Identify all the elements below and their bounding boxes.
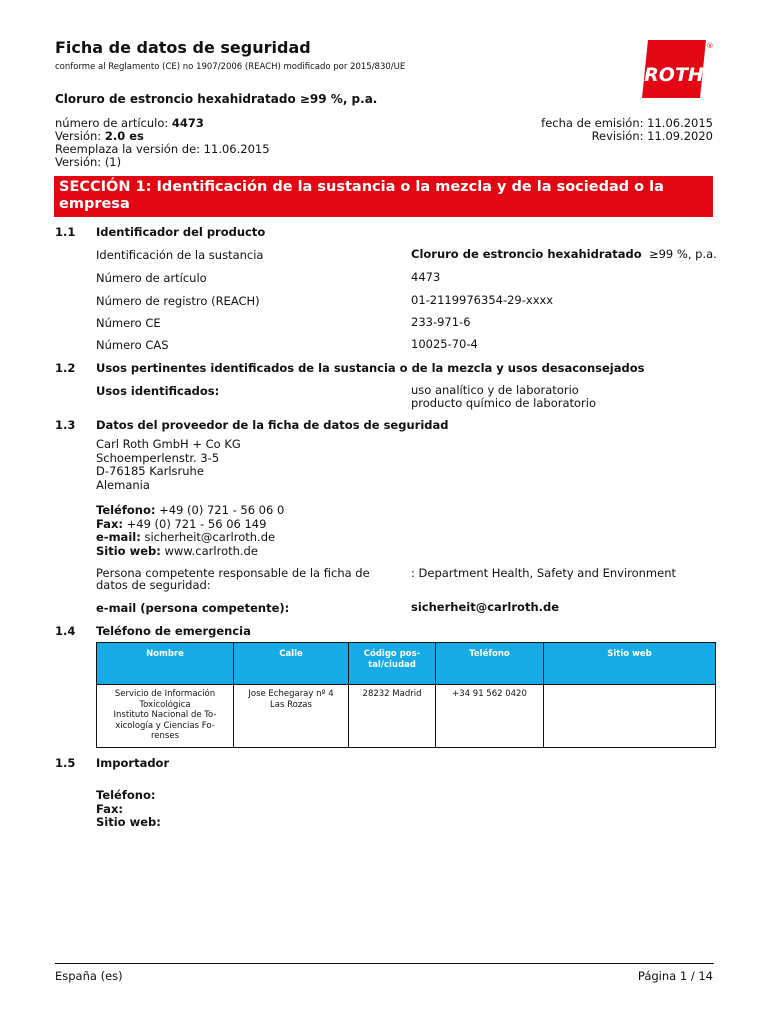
section-1-banner: SECCIÓN 1: Identificación de la sustancia o la mezcla y de la sociedad o la empresa: [54, 176, 713, 217]
competent-label-line1: Persona competente responsable de la ficha de: [96, 566, 370, 580]
importer-contacts: [96, 789, 161, 830]
substance-id-value: [411, 248, 717, 261]
col-header-website: Sitio web: [544, 643, 716, 685]
product-name: Cloruro de estroncio hexahidratado ≥99 %, p.a.: [55, 92, 378, 106]
version-label: Versión:: [55, 129, 105, 143]
version-paren: Versión: (1): [55, 155, 122, 169]
document-title: Ficha de datos de seguridad: [55, 38, 311, 57]
document-meta-right: [541, 117, 713, 143]
svg-text:®: ®: [706, 42, 713, 50]
revision-date: Revisión: 11.09.2020: [591, 129, 713, 143]
web-value[interactable]: www.carlroth.de: [160, 543, 258, 558]
cell-phone: +34 91 562 0420: [436, 685, 544, 748]
section-1-5-title: Importador: [96, 756, 170, 770]
version-value: 2.0 es: [104, 129, 144, 143]
cas-number-value: 10025-70-4: [411, 337, 478, 351]
section-1-5-number: 1.5: [55, 756, 76, 770]
regulation-subtitle: conforme al Reglamento (CE) no 1907/2006 (REACH) modificado por 2015/830/UE: [55, 62, 406, 72]
web-label: Sitio web:: [96, 543, 161, 558]
phone-label: Teléfono:: [96, 503, 156, 517]
identified-uses-value: [411, 384, 596, 409]
section-1-4-number: 1.4: [55, 624, 76, 638]
footer-divider: [55, 963, 714, 964]
svg-text:ROTH: ROTH: [644, 64, 704, 86]
cell-street: Jose Echegaray nº 4 Las Rozas: [234, 685, 349, 748]
section-1-2-title: Usos pertinentes identificados de la sustancia o de la mezcla y usos desaconsejados: [96, 361, 645, 375]
article-value: 4473: [171, 116, 204, 130]
cas-number-label: Número CAS: [96, 338, 169, 352]
replaces-version: Reemplaza la versión de: 11.06.2015: [55, 142, 270, 156]
emergency-table: [96, 642, 716, 748]
fax-label: Fax:: [96, 516, 123, 531]
article-label: número de artículo:: [55, 116, 172, 130]
reach-number-value: 01-2119976354-29-xxxx: [411, 293, 554, 307]
phone-value: +49 (0) 721 - 56 06 0: [155, 503, 285, 517]
fax-value: +49 (0) 721 - 56 06 149: [122, 516, 267, 531]
use-analytical: uso analítico y de laboratorio: [411, 383, 579, 397]
substance-id-label: Identificación de la sustancia: [96, 248, 264, 262]
roth-logo: [640, 40, 713, 98]
col-header-street: Calle: [234, 643, 349, 685]
email-value[interactable]: sicherheit@carlroth.de: [140, 530, 276, 544]
section-1-1-number: 1.1: [55, 225, 76, 239]
supplier-city: D-76185 Karlsruhe: [96, 464, 204, 478]
footer-page-number: Página 1 / 14: [637, 969, 713, 983]
document-meta-left: [55, 117, 270, 169]
col-header-phone: Teléfono: [436, 643, 544, 685]
section-1-3-title: Datos del proveedor de la ficha de datos de seguridad: [96, 418, 449, 432]
use-laboratory: producto químico de laboratorio: [411, 395, 597, 410]
importer-fax-label: Fax:: [96, 801, 123, 816]
identified-uses-label: Usos identificados:: [96, 384, 220, 398]
supplier-street: Schoemperlenstr. 3-5: [96, 450, 220, 465]
roth-logo-icon: [640, 40, 713, 98]
competent-person-value: : Department Health, Safety and Environment: [411, 566, 677, 580]
footer-country: España (es): [55, 969, 123, 983]
section-1-1-title: Identificador del producto: [96, 225, 266, 239]
supplier-country: Alemania: [96, 477, 150, 492]
section-1-2-number: 1.2: [55, 361, 76, 375]
supplier-company: Carl Roth GmbH + Co KG: [96, 437, 241, 451]
importer-phone-label: Teléfono:: [96, 788, 156, 802]
cell-postal: 28232 Madrid: [349, 685, 436, 748]
reach-number-label: Número de registro (REACH): [96, 294, 260, 308]
supplier-contacts: [96, 504, 284, 558]
cell-name: Servicio de Información Toxicológica Instituto Nacional de To- xicología y Ciencias Fo- renses: [97, 685, 234, 748]
table-header-row: [97, 643, 716, 685]
section-1-3-number: 1.3: [55, 418, 76, 432]
issue-date: fecha de emisión: 11.06.2015: [541, 116, 713, 130]
ce-number-value: 233-971-6: [411, 315, 471, 329]
competent-person-label: [96, 567, 370, 591]
email-label: e-mail:: [96, 530, 141, 544]
competent-email-label: e-mail (persona competente):: [96, 601, 290, 615]
competent-label-line2: datos de seguridad:: [96, 578, 211, 592]
article-number-label: Número de artículo: [96, 271, 207, 285]
ce-number-label: Número CE: [96, 316, 161, 330]
col-header-name: Nombre: [97, 643, 234, 685]
col-header-postal: Código pos- tal/ciudad: [349, 643, 436, 685]
supplier-address: [96, 438, 241, 492]
substance-name: Cloruro de estroncio hexahidratado: [411, 247, 642, 261]
table-row: [97, 685, 716, 748]
substance-grade: ≥99 %, p.a.: [641, 247, 717, 261]
importer-web-label: Sitio web:: [96, 815, 161, 829]
article-number-value: 4473: [411, 270, 441, 284]
competent-email-value[interactable]: sicherheit@carlroth.de: [411, 600, 560, 614]
section-1-4-title: Teléfono de emergencia: [96, 624, 251, 638]
cell-website: [544, 685, 716, 748]
